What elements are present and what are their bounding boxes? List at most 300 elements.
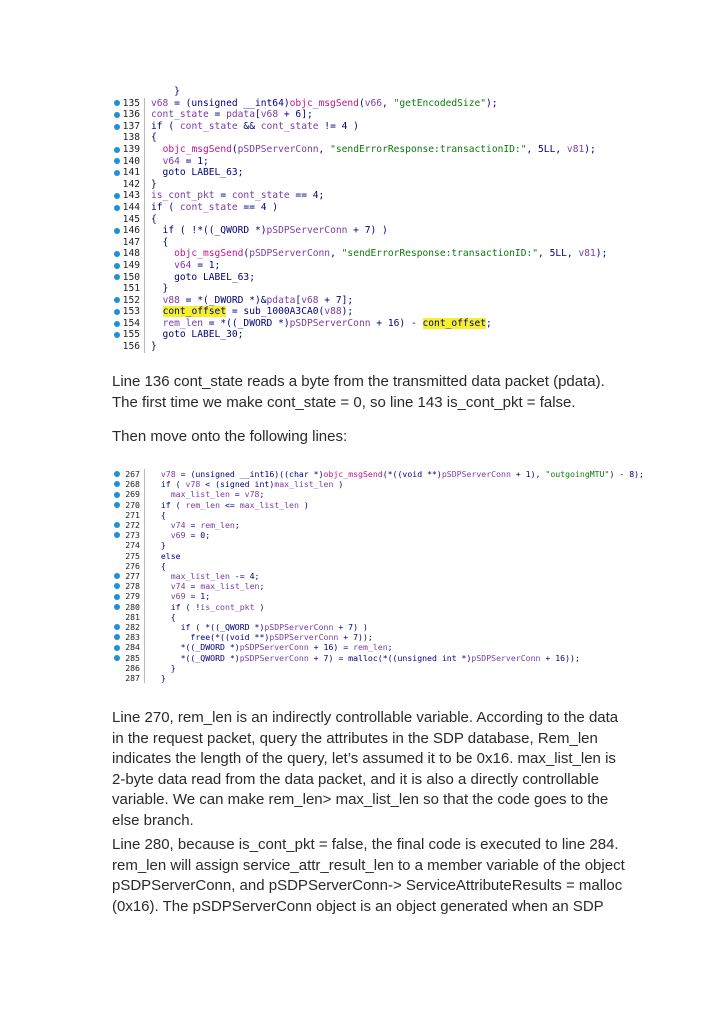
code-line [110, 653, 644, 663]
code-line [110, 510, 644, 520]
code-token: pdata [226, 109, 255, 121]
code-token: ); [595, 248, 608, 260]
breakpoint-dot-icon[interactable] [114, 263, 120, 269]
code-token: ; [259, 489, 265, 500]
code-token: [ [295, 294, 302, 306]
code-token: v78 [160, 469, 176, 479]
line-number: 148 [110, 248, 145, 260]
line-number: 280 [110, 602, 145, 612]
code-token [151, 469, 161, 479]
code-token: { [151, 509, 166, 520]
code-token [151, 520, 171, 530]
code-token: v78 [185, 479, 201, 490]
breakpoint-dot-icon[interactable] [114, 274, 120, 280]
code-token: goto LABEL_30; [151, 329, 244, 341]
code-token: , [318, 143, 331, 155]
code-line [110, 167, 607, 179]
code-line [110, 190, 607, 202]
code-line [110, 561, 644, 571]
code-token: = 1; [185, 591, 211, 602]
code-token: + 7) = malloc(*((unsigned int *) [308, 652, 472, 663]
code-token: is_cont_pkt [200, 601, 255, 612]
code-token [151, 156, 163, 167]
code-line [110, 272, 607, 284]
code-token [151, 571, 171, 581]
code-text [151, 121, 359, 132]
breakpoint-dot-icon[interactable] [114, 492, 120, 498]
line-number: 269 [110, 489, 145, 499]
code-token: v66 [364, 97, 383, 109]
breakpoint-dot-icon[interactable] [114, 645, 120, 651]
code-text [151, 510, 166, 520]
highlighted-token: cont_offset [422, 317, 487, 329]
code-line [110, 295, 607, 307]
line-number: 282 [110, 622, 145, 632]
breakpoint-dot-icon[interactable] [114, 170, 120, 176]
code-token: } [151, 662, 176, 673]
line-number: 154 [110, 318, 145, 330]
code-token: = *(_DWORD *)& [179, 294, 267, 306]
code-text [151, 156, 209, 167]
code-token: } [151, 341, 157, 353]
code-line [110, 202, 607, 214]
code-token: , 5LL, [526, 143, 567, 155]
code-line [110, 144, 607, 156]
line-number: 285 [110, 653, 145, 663]
code-token: + 7)); [338, 632, 373, 643]
code-text [151, 632, 373, 642]
code-text [151, 225, 388, 236]
code-token: v64 [174, 259, 192, 271]
code-token: = *((_DWORD *) [203, 317, 290, 329]
code-token: "outgoingMTU" [545, 469, 610, 479]
code-token: if ( *((_QWORD *) [151, 622, 265, 633]
breakpoint-dot-icon[interactable] [114, 321, 120, 327]
code-token: + 7) ) [333, 622, 368, 633]
code-token [151, 144, 163, 155]
breakpoint-dot-icon[interactable] [114, 147, 120, 153]
line-number: 274 [110, 540, 145, 550]
line-number: 287 [110, 673, 145, 683]
code-text [151, 179, 157, 190]
line-number: 283 [110, 632, 145, 642]
code-token: + 1), [510, 469, 546, 479]
breakpoint-dot-icon[interactable] [114, 594, 120, 600]
code-token: } [151, 283, 169, 295]
code-token: ( [358, 97, 365, 109]
code-text [151, 341, 157, 352]
code-token: cont_state [260, 120, 319, 132]
code-token: rem_len [162, 317, 203, 329]
code-text [151, 653, 580, 663]
code-line [110, 225, 607, 237]
code-text [151, 540, 166, 550]
code-token: = 1; [179, 155, 209, 167]
code-line [110, 248, 607, 260]
line-number: 271 [110, 510, 145, 520]
code-text [151, 144, 596, 155]
code-token: v74 [170, 520, 186, 531]
code-token: ); [341, 306, 354, 318]
code-text [151, 167, 243, 178]
code-line [110, 214, 607, 226]
code-token: } [151, 86, 180, 97]
code-line [110, 318, 607, 330]
code-text [151, 295, 353, 306]
code-token: + 7) ) [347, 225, 388, 237]
code-text [151, 673, 166, 683]
code-token: if ( [151, 479, 186, 490]
code-text [151, 98, 498, 109]
breakpoint-dot-icon[interactable] [114, 228, 120, 234]
code-snippet-2 [110, 469, 644, 683]
line-number: 147 [110, 237, 145, 249]
code-line [110, 581, 644, 591]
code-token: + 16)); [540, 652, 580, 663]
code-token: objc_msgSend [174, 248, 244, 260]
code-text [151, 306, 353, 317]
code-token: = (unsigned __int16)((char *) [175, 469, 324, 479]
code-token: if ( [151, 201, 180, 213]
breakpoint-dot-icon[interactable] [114, 583, 120, 589]
code-line [110, 179, 607, 191]
code-token: is_cont_pkt [151, 190, 215, 202]
line-number: 275 [110, 551, 145, 561]
code-text [151, 581, 264, 591]
code-line [110, 469, 644, 479]
breakpoint-dot-icon[interactable] [114, 297, 120, 303]
code-token: = (unsigned __int64) [168, 97, 290, 109]
code-token: pSDPServerConn [266, 225, 348, 237]
code-token [151, 306, 163, 317]
line-number: 152 [110, 295, 145, 307]
code-token: } [151, 673, 166, 684]
code-token: { [151, 611, 176, 622]
breakpoint-dot-icon[interactable] [114, 624, 120, 630]
breakpoint-dot-icon[interactable] [114, 532, 120, 538]
code-token: + 6]; [278, 109, 313, 121]
code-text [151, 283, 168, 294]
code-token: , 5LL, [538, 248, 579, 260]
code-text [151, 272, 255, 283]
code-line [110, 306, 607, 318]
code-token: ; [234, 520, 240, 531]
code-token: pSDPServerConn [471, 652, 541, 663]
code-line [110, 663, 644, 673]
code-token: if ( [151, 499, 186, 510]
code-token: ); [486, 97, 498, 109]
code-token: = sub_1000A3CA0( [226, 306, 325, 318]
line-number: 278 [110, 581, 145, 591]
breakpoint-dot-icon[interactable] [114, 634, 120, 640]
code-token [151, 248, 174, 259]
code-token: if ( ! [151, 601, 201, 612]
code-line [110, 591, 644, 601]
code-token [151, 295, 163, 306]
code-line [110, 489, 644, 499]
line-number: 267 [110, 469, 145, 479]
line-number: 156 [110, 341, 145, 353]
code-token: max_list_len [170, 489, 230, 500]
code-token: ; [387, 642, 393, 653]
code-text [151, 318, 492, 329]
line-number: 286 [110, 663, 145, 673]
code-line [110, 642, 644, 652]
code-token: *((_DWORD *) [151, 642, 240, 653]
code-token: pSDPServerConn [264, 622, 334, 633]
code-token: pSDPServerConn [249, 248, 331, 260]
code-text [151, 469, 644, 479]
line-number: 143 [110, 190, 145, 202]
code-token: cont_state [179, 201, 238, 213]
code-line [110, 632, 644, 642]
code-line [110, 479, 644, 489]
code-token: ); [584, 143, 596, 155]
code-token: if ( !*((_QWORD *) [151, 225, 267, 237]
code-text [151, 642, 393, 652]
code-text [151, 86, 180, 97]
line-number: 279 [110, 591, 145, 601]
code-line [110, 520, 644, 530]
code-token: "sendErrorResponse:transactionID:" [330, 143, 527, 155]
code-token: pSDPServerConn [441, 469, 511, 479]
code-token: v81 [566, 143, 585, 155]
code-line [110, 283, 607, 295]
code-line [110, 500, 644, 510]
code-token: "sendErrorResponse:transactionID:" [341, 248, 539, 260]
code-token [151, 318, 163, 329]
code-token: ) [298, 499, 309, 510]
line-number: 155 [110, 329, 145, 341]
code-line [110, 98, 607, 110]
code-token: objc_msgSend [323, 469, 383, 479]
breakpoint-dot-icon[interactable] [114, 655, 120, 661]
code-token: cont_state [179, 120, 238, 132]
line-number: 284 [110, 642, 145, 652]
code-token: objc_msgSend [289, 97, 359, 109]
code-token: v88 [324, 306, 342, 318]
line-number: 140 [110, 156, 145, 168]
code-text [151, 132, 157, 143]
code-token: ) [254, 601, 265, 612]
code-token: = [214, 190, 232, 202]
code-token [151, 489, 171, 499]
code-token: else [151, 550, 181, 561]
code-token: pSDPServerConn [239, 652, 309, 663]
code-token: ; [259, 581, 265, 592]
breakpoint-dot-icon[interactable] [114, 522, 120, 528]
breakpoint-dot-icon[interactable] [114, 158, 120, 164]
line-number: 144 [110, 202, 145, 214]
code-token: ; [486, 317, 492, 329]
breakpoint-dot-icon[interactable] [114, 100, 120, 106]
code-line [110, 530, 644, 540]
code-token: -= 4; [229, 571, 260, 582]
code-token: cont_state [231, 190, 290, 202]
line-number: 141 [110, 167, 145, 179]
code-token: + 16) - [370, 317, 423, 329]
breakpoint-dot-icon[interactable] [114, 205, 120, 211]
code-text [151, 190, 324, 201]
code-token: goto LABEL_63; [151, 271, 255, 283]
code-token: = [229, 489, 245, 500]
code-token: goto LABEL_63; [151, 167, 244, 179]
line-number: 146 [110, 225, 145, 237]
code-token: } [151, 178, 157, 190]
code-line [110, 109, 607, 121]
code-token: (*((void **) [382, 469, 442, 479]
code-line [110, 571, 644, 581]
code-token: , [330, 248, 342, 260]
code-token: max_list_len [200, 581, 260, 592]
code-token: ( [243, 248, 250, 260]
line-number: 150 [110, 272, 145, 284]
paragraph-1: Line 136 cont_state reads a byte from the transmitted data packet (pdata). The first time we make cont_state = 0, so line 143 is_cont_pkt = false. [112, 373, 605, 411]
code-line [110, 156, 607, 168]
code-line [110, 673, 644, 683]
code-token: <= [220, 499, 240, 510]
breakpoint-dot-icon[interactable] [114, 604, 120, 610]
code-text [151, 329, 243, 340]
code-line [110, 540, 644, 550]
code-token: < (signed int) [200, 479, 275, 490]
code-line [110, 612, 644, 622]
code-text [151, 214, 157, 225]
code-text [151, 520, 240, 530]
line-number: 136 [110, 109, 145, 121]
code-token: = 0; [185, 530, 211, 541]
line-number: 277 [110, 571, 145, 581]
breakpoint-dot-icon[interactable] [114, 481, 120, 487]
code-text [151, 571, 259, 581]
code-token: pSDPServerConn [237, 143, 319, 155]
line-number: 273 [110, 530, 145, 540]
code-text [151, 530, 210, 540]
code-line [110, 602, 644, 612]
code-text [151, 479, 343, 489]
breakpoint-dot-icon[interactable] [114, 251, 120, 257]
code-text [151, 109, 313, 120]
code-line [110, 132, 607, 144]
code-token [151, 581, 171, 591]
code-token: } [151, 540, 166, 551]
code-token: == 4; [289, 190, 325, 202]
code-text [151, 561, 166, 571]
line-number: 276 [110, 561, 145, 571]
code-text [151, 591, 210, 601]
code-token: pdata [266, 294, 296, 306]
line-number: 281 [110, 612, 145, 622]
code-token: [ [254, 109, 261, 121]
code-token: free(*((void **) [151, 632, 270, 643]
code-token: && [237, 120, 261, 132]
code-token: ( [231, 143, 238, 155]
line-number: 145 [110, 214, 145, 226]
code-token [151, 591, 171, 601]
code-token [151, 260, 174, 271]
code-token: = [185, 520, 201, 531]
line-number: 142 [110, 179, 145, 191]
code-text [151, 202, 278, 213]
code-token: "getEncodedSize" [393, 97, 487, 109]
code-token: + 7]; [318, 294, 354, 306]
code-text [151, 551, 181, 561]
code-token: + 16) = [308, 642, 354, 653]
code-token: = [185, 581, 201, 592]
code-text [151, 500, 309, 510]
code-token: max_list_len [274, 479, 334, 490]
code-token: rem_len [353, 642, 388, 653]
code-snippet-1 [110, 86, 607, 353]
code-token: v78 [244, 489, 260, 500]
code-token: { [151, 132, 157, 144]
code-token: ) [333, 479, 344, 490]
code-token: pSDPServerConn [289, 317, 371, 329]
code-token: v68 [151, 97, 169, 109]
code-token: *((_QWORD *) [151, 652, 240, 663]
code-token: = 1; [191, 259, 221, 271]
code-token: objc_msgSend [162, 143, 232, 155]
breakpoint-dot-icon[interactable] [114, 471, 120, 477]
code-token: v68 [301, 294, 319, 306]
line-number: 149 [110, 260, 145, 272]
breakpoint-dot-icon[interactable] [114, 332, 120, 338]
highlighted-token: cont_offset [162, 306, 227, 318]
code-token: v69 [170, 591, 186, 602]
line-number: 137 [110, 121, 145, 133]
breakpoint-dot-icon[interactable] [114, 112, 120, 118]
code-token: ) - 8); [609, 469, 644, 479]
code-text [151, 237, 168, 248]
code-line [110, 260, 607, 272]
code-text [151, 663, 176, 673]
code-text [151, 489, 264, 499]
code-token: pSDPServerConn [269, 632, 339, 643]
code-token: v88 [162, 294, 180, 306]
code-token: rem_len [200, 520, 235, 531]
code-token: rem_len [185, 499, 221, 510]
code-text [151, 248, 607, 259]
code-token: pSDPServerConn [239, 642, 309, 653]
code-text [151, 612, 176, 622]
paragraph-4: Line 280, because is_cont_pkt = false, the final code is executed to line 284. rem_len will assign service_attr_result_len to a member variable of the object pSDPServerConn, and pSDPServerConn-> ServiceAttributeResults = malloc (0x16). The pSDPServerConn object is an object generated when an SDP [112, 836, 625, 915]
breakpoint-dot-icon[interactable] [114, 193, 120, 199]
code-token: { [151, 213, 157, 225]
line-number: 139 [110, 144, 145, 156]
code-token: max_list_len [170, 571, 230, 582]
breakpoint-dot-icon[interactable] [114, 124, 120, 130]
breakpoint-dot-icon[interactable] [114, 573, 120, 579]
code-text [151, 260, 220, 271]
line-number: 272 [110, 520, 145, 530]
line-number: 268 [110, 479, 145, 489]
code-text [151, 602, 264, 612]
breakpoint-dot-icon[interactable] [114, 502, 120, 508]
code-token: = [208, 109, 227, 121]
line-number: 135 [110, 98, 145, 110]
code-token: v68 [260, 109, 279, 121]
code-token: v81 [578, 248, 596, 260]
breakpoint-dot-icon[interactable] [114, 309, 120, 315]
code-text [151, 622, 368, 632]
code-line [110, 622, 644, 632]
paragraph-2: Then move onto the following lines: [112, 428, 348, 445]
code-token: v64 [162, 155, 180, 167]
code-token: { [151, 236, 169, 248]
line-number: 153 [110, 306, 145, 318]
code-line [110, 86, 607, 98]
line-number: 138 [110, 132, 145, 144]
